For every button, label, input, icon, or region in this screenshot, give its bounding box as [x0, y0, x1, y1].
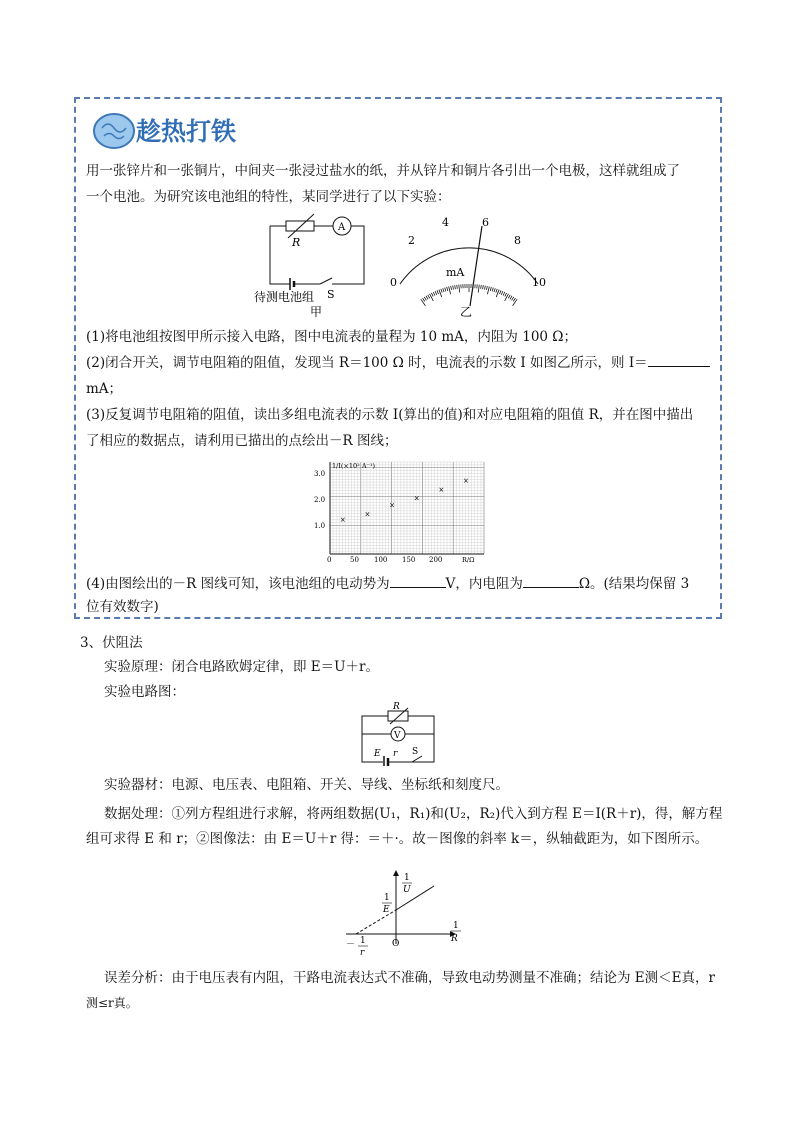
graph2-intercept-den: E [383, 905, 390, 915]
brain-icon [94, 114, 134, 148]
circuit-e-label: E [374, 749, 381, 759]
logo-text: 趁热打铁 [136, 117, 237, 146]
figure-jia-caption: 甲 [310, 305, 323, 319]
dial-tick-mark [490, 287, 491, 291]
dial-tick-mark [423, 298, 425, 301]
dial-tick-mark [457, 285, 458, 289]
graph-x-tick-50: 50 [350, 556, 359, 564]
graph2-x-num: 1 [453, 921, 459, 931]
graph2-x-den: R [451, 934, 458, 944]
figure-yi-caption: 乙 [460, 305, 473, 319]
dial-tick-mark [486, 286, 487, 290]
graph-y-tick-1: 1.0 [314, 522, 326, 530]
dial-tick-mark [421, 299, 426, 306]
graph2-y-num: 1 [404, 873, 410, 883]
dial-tick-mark [505, 293, 507, 297]
dial-needle [470, 226, 482, 306]
graph-x-tick-0: 0 [327, 556, 332, 564]
question-1: (1)将电池组按图甲所示接入电路，图中电流表的量程为 10 mA，内阻为 100 Ω； [86, 329, 577, 345]
dial-tick-mark [503, 292, 505, 296]
figure-yi-dial [386, 212, 556, 322]
section-3-data-line-2: 组可求得 E 和 r；②图像法：由 E＝U＋r 得：＝＋·。故－图像的斜率 k＝，纵轴截距为，如下图所示。 [86, 831, 709, 847]
graph-y-tick-2: 2.0 [314, 496, 326, 504]
graph2-y-den: U [403, 885, 411, 895]
dial-tick-mark [443, 288, 444, 292]
dial-tick-mark [501, 291, 503, 295]
dial-tick-mark [459, 285, 460, 293]
question-2-line-2: mA； [86, 381, 123, 397]
question-2-line-1 [86, 352, 710, 374]
intro-line-2: 一个电池。为研究该电池组的特性，某同学进行了以下实验： [86, 189, 451, 205]
graph-data-point: × [438, 485, 445, 494]
dial-tick-mark [455, 285, 456, 289]
section-3-equipment: 实验器材：电源、电压表、电阻箱、开关、导线、坐标纸和刻度尺。 [104, 777, 509, 793]
graph-x-tick-100: 100 [374, 556, 388, 564]
graph2-origin: O [392, 939, 400, 949]
graph2-x-int-sign: － [346, 940, 356, 950]
section-3-principle: 实验原理：闭合电路欧姆定律，即 E＝U＋r。 [104, 659, 379, 675]
dial-tick-mark [487, 286, 489, 294]
dial-tick-2: 2 [408, 234, 415, 247]
dial-tick-mark [499, 290, 501, 294]
question-4-text: (4)由图绘出的－R 图线可知，该电池组的电动势为 [86, 576, 390, 592]
dial-tick-mark [483, 285, 484, 289]
graph2-x-int-den: r [360, 948, 365, 958]
answer-blank-resistance[interactable] [523, 573, 579, 588]
figure-jia-circuit [248, 212, 382, 320]
question-3-line-1: (3)反复调节电阻箱的阻值，读出多组电流表的示数 I(算出的值)和对应电阻箱的阻值 R，并在图中描出 [86, 407, 694, 423]
dial-tick-4: 4 [442, 216, 449, 229]
section-3-circuit-label: 实验电路图： [104, 684, 185, 700]
resistor-box [286, 221, 314, 231]
graph-data-point: × [413, 494, 420, 503]
dial-tick-mark [453, 286, 454, 290]
battery-label: 待测电池组 [254, 290, 315, 304]
answer-blank-emf[interactable] [390, 573, 446, 588]
section-3-title: 3、伏阻法 [80, 635, 143, 651]
graph-y-label: 1/I(×10² A⁻¹) [332, 462, 376, 470]
dial-tick-mark [449, 286, 451, 294]
dial-tick-10: 10 [532, 276, 546, 289]
dial-tick-mark [426, 296, 428, 299]
graph-x-tick-150: 150 [402, 556, 416, 564]
circuit-v-label: V [394, 731, 401, 741]
graph-data-point: × [339, 516, 346, 524]
circuit-r-small-label: r [393, 749, 398, 759]
dial-tick-0: 0 [390, 276, 397, 289]
dial-tick-mark [445, 288, 446, 292]
dial-tick-mark [424, 297, 426, 300]
dial-tick-mark [437, 290, 439, 294]
ammeter-label: A [338, 222, 346, 233]
graph-data-point: × [463, 477, 469, 486]
dial-tick-mark [513, 298, 515, 301]
section-3-error-line-2: 测≤r真。 [86, 996, 138, 1010]
section-3-error-line-1: 误差分析：由于电压表有内阻，干路电流表达式不准确，导致电动势测量不准确；结论为 E测＜E真，r [104, 970, 715, 986]
dial-tick-mark [496, 289, 497, 293]
graph-y-tick-3: 3.0 [314, 470, 326, 478]
volt-resistance-circuit [360, 700, 440, 766]
dial-tick-mark [492, 288, 493, 292]
data-graph [296, 456, 496, 568]
dial-tick-mark [428, 295, 430, 298]
dial-tick-mark [494, 288, 495, 292]
switch-label: S [327, 288, 335, 301]
question-4-ohm: Ω。(结果均保留 3 [578, 576, 690, 592]
question-3-line-2: 了相应的数据点，请利用已描出的点绘出－R 图线； [86, 433, 398, 449]
question-2-text: (2)闭合开关，调节电阻箱的阻值，发现当 R＝100 Ω 时，电流表的示数 I 如图乙所示，则 I＝ [86, 355, 648, 371]
dial-tick-mark [508, 295, 510, 298]
dial-tick-mark [513, 299, 518, 306]
intro-line-1: 用一张锌片和一张铜片，中间夹一张浸过盐水的纸，并从锌片和铜片各引出一个电极，这样就组成了 [86, 163, 680, 179]
dial-tick-6: 6 [482, 216, 489, 229]
graph-data-point: × [364, 510, 371, 519]
graph2-x-int-num: 1 [360, 936, 366, 946]
graph-x-label: R/Ω [462, 556, 475, 564]
dial-tick-mark [447, 287, 448, 291]
answer-blank-current[interactable] [648, 352, 710, 367]
circuit-r-label: R [393, 702, 400, 712]
graph2-intercept-num: 1 [384, 893, 390, 903]
resistor-label: R [292, 236, 301, 249]
dial-tick-mark [451, 286, 452, 290]
dial-tick-mark [485, 286, 486, 290]
dial-unit: mA [446, 266, 465, 279]
dial-tick-mark [478, 285, 479, 293]
question-4-volt: V，内电阻为 [445, 576, 523, 592]
dial-tick-mark [433, 292, 435, 296]
dial-tick-mark [512, 297, 514, 300]
dial-tick-mark [510, 296, 512, 299]
logo-badge [88, 104, 268, 156]
dial-tick-mark [435, 291, 437, 295]
section-3-data-line-1: 数据处理：①列方程组进行求解，将两组数据(U₁，R₁)和(U₂，R₂)代入到方程 E＝I(R＋r)，得，解方程 [104, 806, 723, 822]
dial-tick-mark [431, 293, 433, 297]
dial-tick-8: 8 [514, 234, 521, 247]
inverse-graph [340, 866, 470, 958]
graph-x-tick-200: 200 [429, 556, 443, 564]
dial-tick-mark [441, 289, 442, 293]
graph-data-point: × [389, 501, 395, 510]
circuit-s-label: S [412, 747, 419, 757]
dial-tick-mark [481, 285, 482, 289]
question-4-line-1 [86, 573, 689, 595]
question-4-line-2: 位有效数字) [86, 599, 159, 615]
